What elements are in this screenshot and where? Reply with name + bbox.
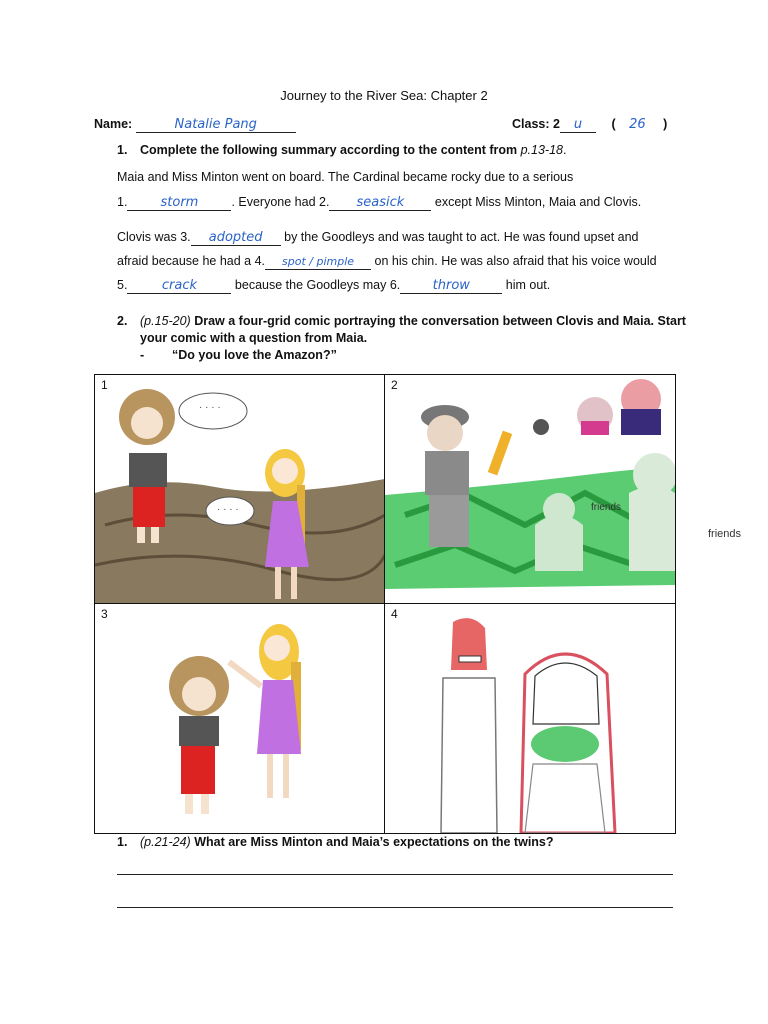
q1-pages: p.13-18 [520, 143, 563, 157]
blank-1-answer: storm [160, 195, 199, 210]
friends-label-inner: friends [591, 502, 622, 513]
blank-2-answer: seasick [356, 195, 405, 210]
q3-question-text: What are Miss Minton and Maia’s expectations on the twins? [190, 835, 554, 849]
panel-number: 4 [391, 607, 398, 621]
panel-number: 3 [101, 607, 108, 621]
blank-1-prefix: 1. [117, 195, 128, 209]
blank-6-after: him out. [502, 278, 551, 292]
summary-line-4 [117, 254, 657, 270]
q2-instruction-line-2: your comic with a question from Maia. [140, 331, 368, 345]
q1-instruction [140, 143, 566, 157]
comic-panel-1 [95, 375, 385, 604]
q2-number: 2. [117, 314, 128, 328]
blank-3-after: by the Goodleys and was taught to act. He was found upset and [280, 230, 639, 244]
q3-question [140, 835, 554, 849]
q2-instruction-a: Draw a four-grid comic portraying the conversation between Clovis and Maia. Start [190, 314, 686, 328]
answer-line-1[interactable] [117, 874, 673, 875]
name-value: Natalie Pang [174, 117, 257, 132]
comic-grid [94, 374, 676, 834]
blank-5-field[interactable] [127, 278, 231, 294]
panel-number: 1 [101, 378, 108, 392]
class-field[interactable] [560, 117, 596, 133]
comic-panel-2 [385, 375, 675, 604]
speech-bubble-text-2: · · · · [217, 504, 239, 515]
blank-4-after: on his chin. He was also afraid that his voice would [371, 254, 657, 268]
comic-panel-4 [385, 604, 675, 833]
blank-5-after: because the Goodleys may 6. [231, 278, 401, 292]
summary-line-5 [117, 278, 550, 294]
panel-3-drawing [95, 604, 385, 833]
q2-dash: - [140, 348, 145, 362]
class-value: u [573, 117, 583, 132]
open-paren: ( [611, 117, 616, 131]
blank-2-field[interactable] [329, 195, 431, 211]
summary-line-2 [117, 195, 641, 211]
friends-label-outer: friends [708, 528, 742, 540]
worksheet-title: Journey to the River Sea: Chapter 2 [280, 88, 488, 103]
blank-3-prefix: Clovis was 3. [117, 230, 191, 244]
q2-pages: (p.15-20) [140, 314, 191, 328]
comic-panel-3 [95, 604, 385, 833]
q2-quote: “Do you love the Amazon?” [172, 348, 337, 362]
blank-6-answer: throw [432, 278, 470, 293]
blank-3-field[interactable] [191, 230, 281, 246]
number-value: 26 [629, 117, 646, 132]
blank-6-field[interactable] [400, 278, 502, 294]
blank-4-answer: spot / pimple [282, 255, 355, 268]
panel-4-drawing [385, 604, 675, 833]
blank-4-field[interactable] [265, 254, 371, 270]
summary-line-3 [117, 230, 639, 246]
speech-bubble-text: · · · · [199, 402, 221, 413]
q3-number: 1. [117, 835, 128, 849]
panel-number: 2 [391, 378, 398, 392]
class-label: Class: 2 [512, 117, 560, 131]
q3-pages: (p.21-24) [140, 835, 191, 849]
blank-1-field[interactable] [127, 195, 231, 211]
q1-instruction-text: Complete the following summary according to the content from [140, 143, 521, 157]
panel-1-drawing [95, 375, 385, 604]
panel-2-drawing [385, 375, 675, 604]
q1-number: 1. [117, 143, 128, 157]
blank-4-prefix: afraid because he had a 4. [117, 254, 266, 268]
blank-2-prefix: . Everyone had 2. [231, 195, 330, 209]
q2-instruction-line-1 [140, 314, 686, 328]
close-paren: ) [663, 117, 668, 131]
blank-2-after: except Miss Minton, Maia and Clovis. [431, 195, 642, 209]
q1-period: . [563, 143, 567, 157]
summary-line-1: Maia and Miss Minton went on board. The Cardinal became rocky due to a serious [117, 170, 574, 184]
name-label: Name: [94, 117, 133, 131]
name-row [94, 117, 296, 133]
name-field[interactable] [136, 117, 296, 133]
blank-5-prefix: 5. [117, 278, 128, 292]
answer-line-2[interactable] [117, 907, 673, 908]
class-row [512, 117, 667, 133]
blank-3-answer: adopted [208, 230, 263, 245]
blank-5-answer: crack [161, 278, 197, 293]
